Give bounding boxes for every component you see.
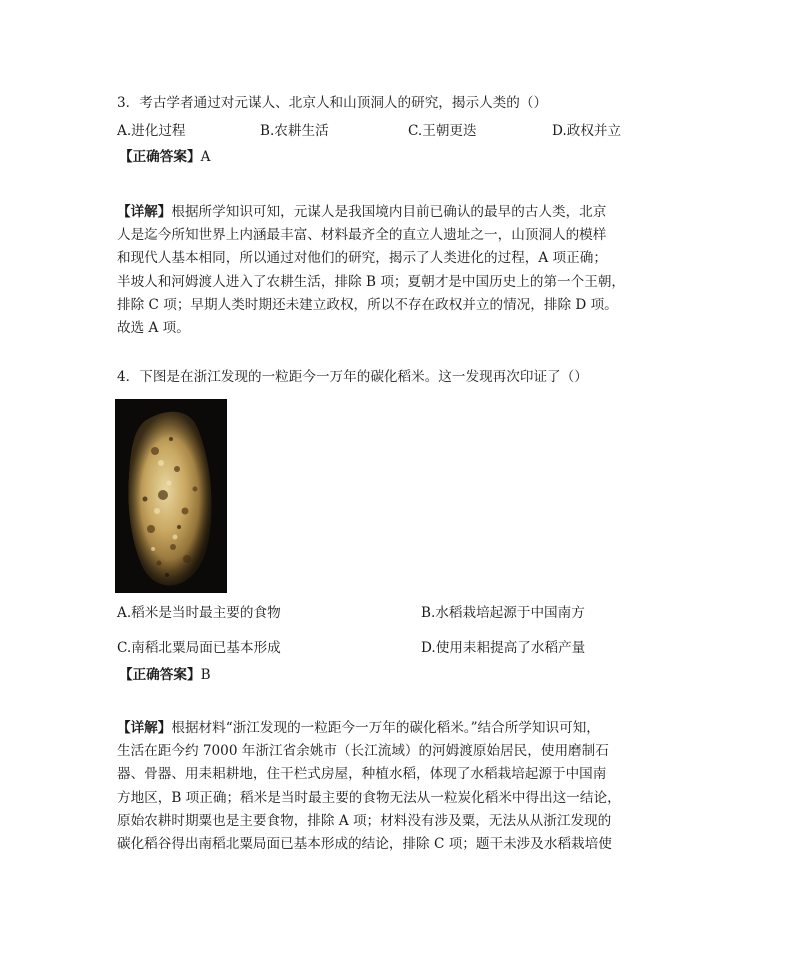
q3-explain-line: 人是迄今所知世界上内涵最丰富、材料最齐全的直立人遗址之一，山顶洞人的模样	[117, 227, 607, 244]
q4-answer	[119, 665, 211, 685]
carbonized-rice-image	[115, 399, 227, 593]
q3-option-d: D.政权并立	[552, 123, 622, 139]
q3-explain-label: 【详解】	[117, 204, 172, 220]
q3-option-b: B.农耕生活	[260, 123, 329, 139]
q3-option-c: C.王朝更迭	[408, 123, 477, 139]
q4-explain-line: 器、骨器、用耒耜耕地，住干栏式房屋，种植水稻，体现了水稻栽培起源于中国南	[117, 766, 607, 783]
question-3-stem: 3．考古学者通过对元谋人、北京人和山顶洞人的研究，揭示人类的（）	[117, 95, 548, 111]
q3-answer-label: 【正确答案】	[119, 149, 201, 165]
q4-option-c: C.南稻北粟局面已基本形成	[117, 640, 281, 656]
q4-explain-line: 方地区，B 项正确；稻米是当时最主要的食物无法从一粒炭化稻米中得出这一结论，	[117, 789, 621, 806]
q3-explain-line: 和现代人基本相同，所以通过对他们的研究，揭示了人类进化的过程，A 项正确；	[117, 250, 607, 267]
q4-answer-value: B	[200, 667, 211, 683]
q4-explain-line: 碳化稻谷得出南稻北粟局面已基本形成的结论，排除 C 项；题干未涉及水稻栽培使	[117, 836, 612, 853]
q4-option-d: D.使用耒耜提高了水稻产量	[421, 640, 586, 656]
q3-explanation	[117, 201, 629, 340]
q3-explain-line: 排除 C 项；早期人类时期还未建立政权，所以不存在政权并立的情况，排除 D 项。	[117, 296, 618, 313]
q3-option-a: A.进化过程	[117, 123, 186, 139]
q3-explain-line: 半坡人和河姆渡人进入了农耕生活，排除 B 项；夏朝才是中国历史上的第一个王朝，	[117, 273, 626, 290]
q3-explain-line: 故选 A 项。	[117, 320, 190, 337]
q3-explain-line: 【详解】根据所学知识可知，元谋人是我国境内目前已确认的最早的古人类，北京	[117, 204, 607, 220]
question-4-stem: 4．下图是在浙江发现的一粒距今一万年的碳化稻米。这一发现再次印证了（）	[117, 369, 588, 385]
q4-option-a: A.稻米是当时最主要的食物	[117, 605, 281, 621]
q4-explanation	[117, 717, 629, 856]
q4-option-b: B.水稻栽培起源于中国南方	[421, 605, 585, 621]
q3-answer	[119, 147, 210, 167]
q4-explain-label: 【详解】	[117, 720, 172, 736]
q4-answer-label: 【正确答案】	[119, 667, 201, 683]
q4-explain-line: 原始农耕时期粟也是主要食物，排除 A 项；材料没有涉及粟，无法从从浙江发现的	[117, 812, 612, 829]
q4-explain-line: 【详解】根据材料“浙江发现的一粒距今一万年的碳化稻米。”结合所学知识可知，	[117, 720, 600, 736]
q3-answer-value: A	[200, 149, 211, 165]
q4-explain-line: 生活在距今约 7000 年浙江省余姚市（长江流域）的河姆渡原始居民，使用磨制石	[117, 743, 609, 760]
